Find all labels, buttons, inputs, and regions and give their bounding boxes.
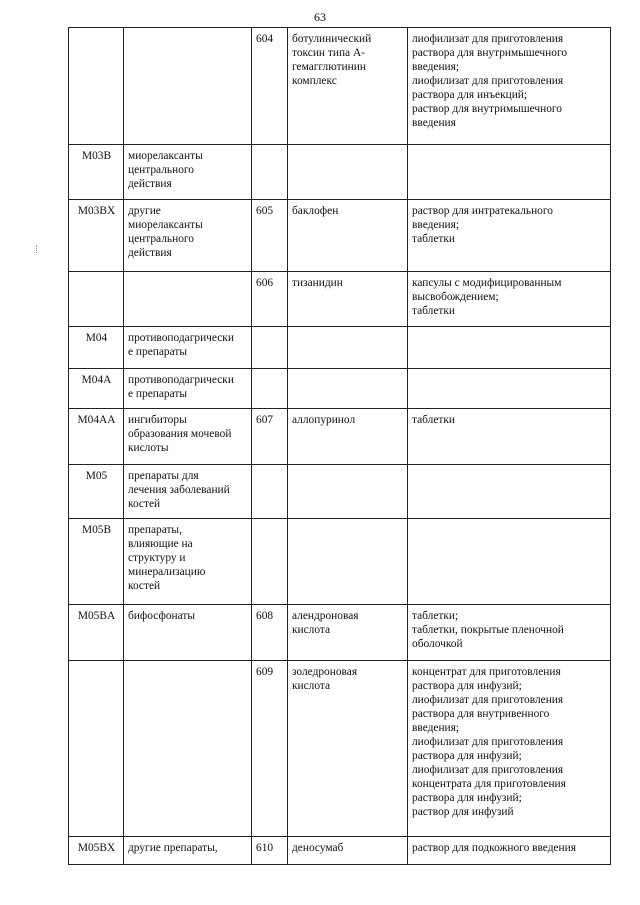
drug-name-cell [288, 837, 408, 865]
atc-code-text: M03BX [77, 205, 116, 217]
atc-code-cell [69, 200, 124, 272]
group-name-text: другие препараты, [128, 842, 218, 854]
table-row [69, 465, 611, 519]
atc-code-cell [69, 605, 124, 661]
drug-name-cell [288, 28, 408, 145]
entry-number-cell [252, 369, 288, 409]
atc-code-text: M05B [81, 524, 112, 536]
drug-name-text: золедроновая кислота [292, 666, 358, 692]
group-name-text: бифосфонаты [128, 610, 196, 622]
drug-name-text: тизанидин [292, 277, 343, 289]
table-row [69, 369, 611, 409]
atc-code-text: M04 [85, 332, 108, 344]
drug-name-text: деносумаб [292, 842, 344, 854]
dosage-forms-text: лиофилизат для приготовления раствора для внутримышечного введения; лиофилизат для приготовления раствора для инъекций; раствор для внутримышечного введения [412, 33, 568, 129]
entry-number-text: 610 [256, 842, 274, 854]
group-name-cell [124, 837, 252, 865]
page-number: 63 [314, 10, 326, 24]
drug-name-cell [288, 200, 408, 272]
table-row [69, 519, 611, 605]
atc-code-cell [69, 465, 124, 519]
group-name-cell [124, 145, 252, 200]
drug-name-cell [288, 272, 408, 327]
entry-number-cell [252, 465, 288, 519]
table-row [69, 327, 611, 369]
group-name-cell [124, 519, 252, 605]
atc-code-text: M04A [81, 374, 112, 386]
entry-number-cell [252, 272, 288, 327]
group-name-text: противоподагрически е препараты [128, 374, 234, 400]
dosage-forms-text: концентрат для приготовления раствора для инфузий; лиофилизат для приготовления раствора для внутривенного введения; лиофилизат для приготовления раствора для инфузий; лиофилизат для приготовления концентрата для приготовления раствора для инфузий; раствор для инфузий [412, 666, 566, 818]
dosage-forms-cell [408, 661, 611, 837]
table-row [69, 837, 611, 865]
atc-code-text: M04AA [77, 414, 116, 426]
atc-code-cell [69, 369, 124, 409]
entry-number-cell [252, 145, 288, 200]
dosage-forms-cell [408, 327, 611, 369]
entry-number-text: 607 [256, 414, 274, 426]
drug-name-cell [288, 145, 408, 200]
group-name-cell [124, 465, 252, 519]
dosage-forms-cell [408, 369, 611, 409]
entry-number-cell [252, 200, 288, 272]
drug-name-cell [288, 409, 408, 465]
drug-name-text: ботулинический токсин типа А- гемагглютинин комплекс [292, 33, 372, 87]
entry-number-cell [252, 519, 288, 605]
drug-name-cell [288, 327, 408, 369]
group-name-text: препараты для лечения заболеваний костей [128, 470, 230, 510]
atc-code-cell [69, 145, 124, 200]
atc-code-cell [69, 661, 124, 837]
group-name-cell [124, 327, 252, 369]
drug-name-cell [288, 605, 408, 661]
dosage-forms-cell [408, 605, 611, 661]
drug-name-text: баклофен [292, 205, 339, 217]
entry-number-cell [252, 327, 288, 369]
group-name-text: препараты, влияющие на структуру и минерализацию костей [128, 524, 206, 592]
entry-number-cell [252, 661, 288, 837]
entry-number-cell [252, 409, 288, 465]
group-name-text: ингибиторы образования мочевой кислоты [128, 414, 232, 454]
atc-code-text: M05 [85, 470, 108, 482]
group-name-cell [124, 272, 252, 327]
entry-number-cell [252, 28, 288, 145]
drug-name-cell [288, 369, 408, 409]
table-body [69, 28, 611, 865]
table-row [69, 145, 611, 200]
table-row [69, 605, 611, 661]
atc-code-cell [69, 327, 124, 369]
dosage-forms-text: капсулы с модифицированным высвобождением; таблетки [412, 277, 562, 317]
atc-code-cell [69, 837, 124, 865]
entry-number-text: 609 [256, 666, 274, 678]
group-name-cell [124, 605, 252, 661]
dosage-forms-text: раствор для интратекального введения; таблетки [412, 205, 553, 245]
table-row [69, 661, 611, 837]
group-name-cell [124, 369, 252, 409]
drug-name-text: аллопуринол [292, 414, 356, 426]
entry-number-text: 605 [256, 205, 274, 217]
group-name-cell [124, 409, 252, 465]
entry-number-text: 608 [256, 610, 274, 622]
atc-code-text: M03B [81, 150, 112, 162]
dosage-forms-text: таблетки; таблетки, покрытые пленочной оболочкой [412, 610, 564, 650]
group-name-text: миорелаксанты центрального действия [128, 150, 203, 190]
dosage-forms-cell [408, 409, 611, 465]
drug-table [68, 27, 611, 865]
dosage-forms-cell [408, 519, 611, 605]
drug-name-text: алендроновая кислота [292, 610, 359, 636]
dosage-forms-cell [408, 200, 611, 272]
dosage-forms-cell [408, 272, 611, 327]
dosage-forms-text: раствор для подкожного введения [412, 842, 576, 854]
group-name-cell [124, 28, 252, 145]
dosage-forms-cell [408, 465, 611, 519]
table-row [69, 409, 611, 465]
group-name-cell [124, 200, 252, 272]
atc-code-cell [69, 28, 124, 145]
group-name-text: другие миорелаксанты центрального действия [128, 205, 203, 259]
table-row [69, 200, 611, 272]
margin-mark [36, 245, 38, 253]
table-row [69, 28, 611, 145]
drug-name-cell [288, 661, 408, 837]
entry-number-cell [252, 837, 288, 865]
dosage-forms-cell [408, 145, 611, 200]
dosage-forms-cell [408, 28, 611, 145]
drug-name-cell [288, 465, 408, 519]
group-name-text: противоподагрически е препараты [128, 332, 234, 358]
group-name-cell [124, 661, 252, 837]
atc-code-cell [69, 272, 124, 327]
entry-number-text: 606 [256, 277, 274, 289]
entry-number-text: 604 [256, 33, 274, 45]
dosage-forms-text: таблетки [412, 414, 456, 426]
atc-code-cell [69, 519, 124, 605]
entry-number-cell [252, 605, 288, 661]
dosage-forms-cell [408, 837, 611, 865]
drug-name-cell [288, 519, 408, 605]
atc-code-cell [69, 409, 124, 465]
table-row [69, 272, 611, 327]
atc-code-text: M05BA [77, 610, 116, 622]
atc-code-text: M05BX [77, 842, 116, 854]
